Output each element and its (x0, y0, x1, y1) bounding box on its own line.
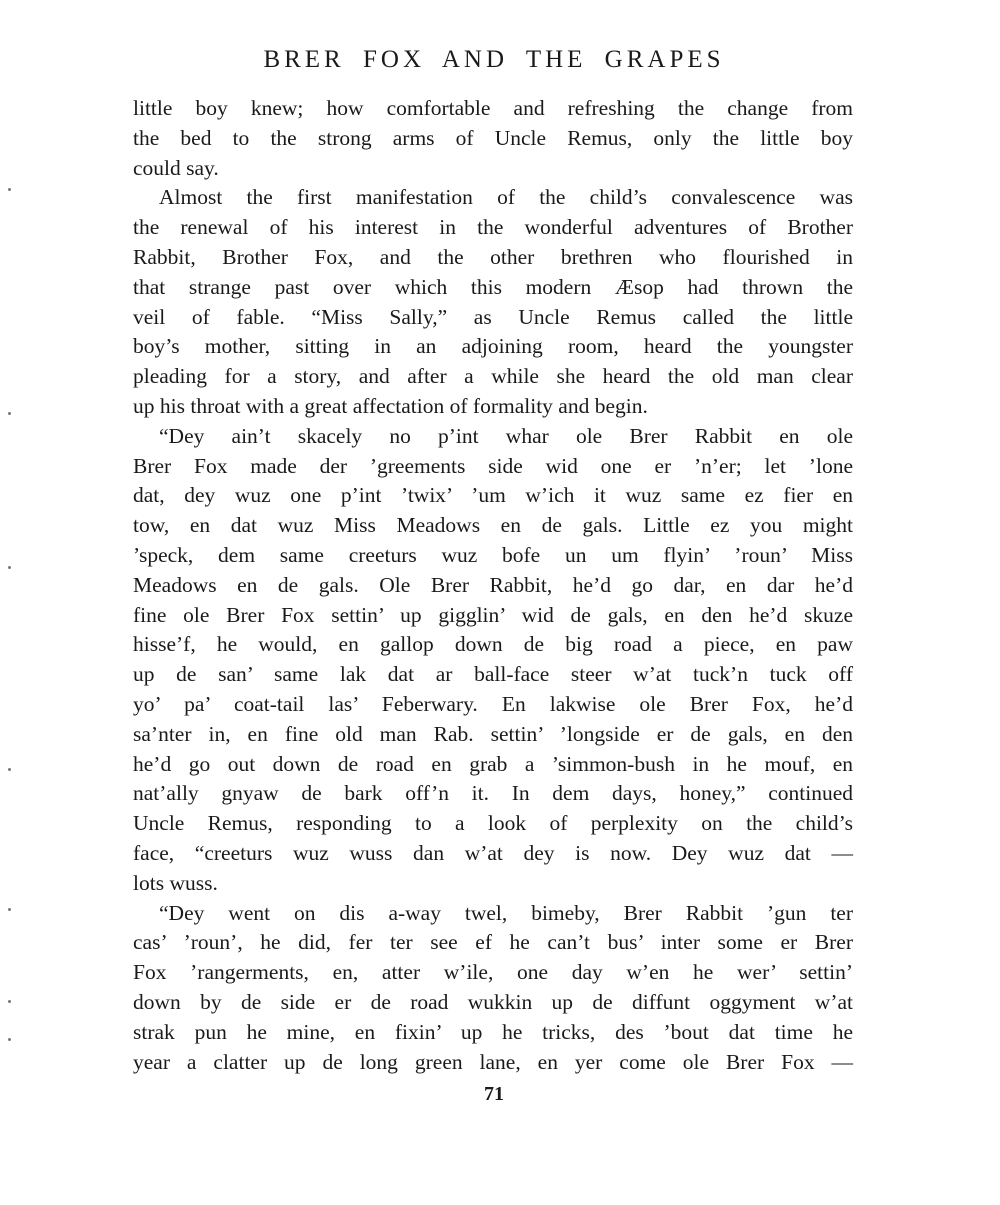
text-line: nat’ally gnyaw de bark off’n it. In dem days, honey,” continued (133, 781, 853, 806)
text-line: cas’ ’roun’, he did, fer ter see ef he can’t bus’ inter some er Brer (133, 930, 853, 955)
text-line: pleading for a story, and after a while she heard the old man clear (133, 364, 853, 389)
text-line: boy’s mother, sitting in an adjoining room, heard the youngster (133, 334, 853, 359)
paragraph (133, 94, 853, 183)
text-line: dat, dey wuz one p’int ’twix’ ’um w’ich it wuz same ez fier en (133, 483, 853, 508)
paragraph (133, 899, 853, 1078)
text-line: Meadows en de gals. Ole Brer Rabbit, he’d go dar, en dar he’d (133, 572, 853, 597)
margin-speck (8, 566, 11, 569)
margin-speck (8, 1000, 11, 1003)
text-line: down by de side er de road wukkin up de diffunt oggyment w’at (133, 989, 853, 1014)
text-line: fine ole Brer Fox settin’ up gigglin’ wid de gals, en den he’d skuze (133, 602, 853, 627)
text-line: strak pun he mine, en fixin’ up he tricks, des ’bout dat time he (133, 1019, 853, 1044)
text-line: Brer Fox made der ’greements side wid one er ’n’er; let ’lone (133, 453, 853, 478)
page-number: 71 (484, 1083, 504, 1105)
text-line: little boy knew; how comfortable and refreshing the change from (133, 96, 853, 120)
text-line: the bed to the strong arms of Uncle Remus, only the little boy (133, 125, 853, 150)
text-line: “Dey ain’t skacely no p’int whar ole Brer Rabbit en ole (159, 423, 853, 448)
text-line: he’d go out down de road en grab a ’simmon-bush in he mouf, en (133, 751, 853, 776)
text-line: veil of fable. “Miss Sally,” as Uncle Remus called the little (133, 304, 853, 329)
running-head: BRER FOX AND THE GRAPES (263, 46, 725, 73)
text-line: that strange past over which this modern Æsop had thrown the (133, 274, 853, 299)
text-line: “Dey went on dis a-way twel, bimeby, Brer Rabbit ’gun ter (159, 900, 853, 925)
paragraph (133, 422, 853, 899)
text-line: Uncle Remus, responding to a look of perplexity on the child’s (133, 811, 853, 836)
text-line: lots wuss. (133, 870, 218, 895)
margin-speck (8, 1038, 11, 1041)
paragraph (133, 183, 853, 421)
text-line: could say. (133, 155, 219, 180)
text-line: sa’nter in, en fine old man Rab. settin’ ’longside er de gals, en den (133, 721, 853, 746)
text-line: Rabbit, Brother Fox, and the other brethren who flourished in (133, 244, 853, 269)
text-line: tow, en dat wuz Miss Meadows en de gals. Little ez you might (133, 513, 853, 538)
margin-speck (8, 412, 11, 415)
text-line: Fox ’rangerments, en, atter w’ile, one day w’en he wer’ settin’ (133, 960, 853, 985)
margin-speck (8, 768, 11, 771)
text-line: ’speck, dem same creeturs wuz bofe un um flyin’ ’roun’ Miss (133, 542, 853, 567)
margin-speck (8, 188, 11, 191)
margin-speck (8, 908, 11, 911)
body-text (133, 94, 853, 1077)
text-line: year a clatter up de long green lane, en yer come ole Brer Fox — (133, 1049, 853, 1074)
text-line: up de san’ same lak dat ar ball-face steer w’at tuck’n tuck off (133, 662, 853, 687)
text-line: up his throat with a great affectation of formality and begin. (133, 393, 648, 418)
text-line: yo’ pa’ coat-tail las’ Feberwary. En lakwise ole Brer Fox, he’d (133, 691, 853, 716)
text-line: Almost the first manifestation of the child’s convalescence was (159, 185, 853, 210)
text-line: hisse’f, he would, en gallop down de big road a piece, en paw (133, 632, 853, 657)
text-line: face, “creeturs wuz wuss dan w’at dey is now. Dey wuz dat — (133, 840, 853, 865)
text-line: the renewal of his interest in the wonderful adventures of Brother (133, 215, 853, 240)
